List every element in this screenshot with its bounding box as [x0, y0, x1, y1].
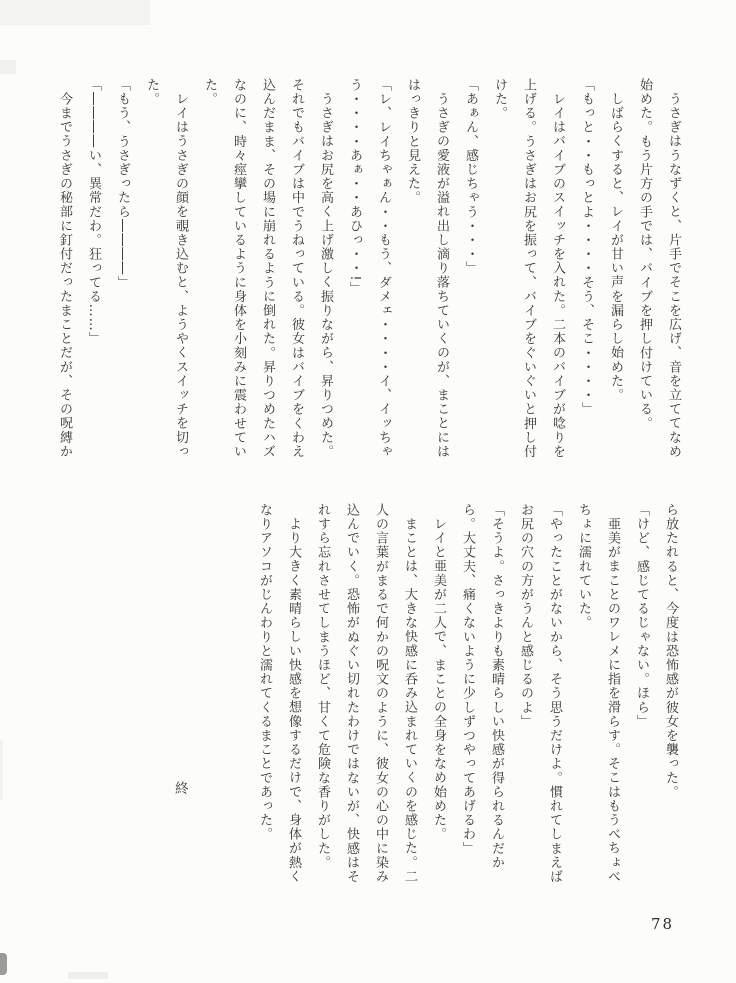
text-column: うさぎはうなずくと、片手でそこを広げ、音を立ててなめ: [666, 92, 681, 459]
text-column: ら放たれると、今度は恐怖感が彼女を襲った。: [663, 503, 678, 800]
text-column: 「けど、感じてるじゃない。ほら」: [634, 503, 649, 729]
scan-smudge: [0, 60, 16, 74]
bottom-text-block: [249, 503, 685, 907]
text-column: 「もう、うさぎったら――――」: [115, 78, 130, 290]
text-column: れすら忘れさせてしまうほど、甘くて危険な香りがした。: [315, 503, 330, 870]
text-column: 始めた。もう片方の手では、バイブを押し付けている。: [637, 78, 652, 431]
text-column: それでもバイブは中でうねっている。彼女はバイブをくわえ: [289, 78, 304, 459]
text-column: 「レ、レイちゃぁん・・もう、ダメェ・・・・イ、イッちゃ: [376, 78, 391, 459]
text-column: ちょに濡れていた。: [576, 503, 591, 630]
text-column: しばらくすると、レイが甘い声を漏らし始めた。: [608, 92, 623, 403]
text-column: 「――――い、異常だわ。狂ってる……」: [86, 78, 101, 346]
text-column: 「やったことがないから、そう思うだけよ。慣れてしまえば: [547, 503, 562, 884]
text-column: 上げる。うさぎはお尻を振って、バイブをぐいぐいと押し付: [521, 78, 536, 459]
text-column: た。: [144, 78, 159, 107]
text-column: た。: [202, 78, 217, 107]
text-column: けた。: [492, 78, 507, 121]
text-column: 込んだまま、その場に崩れるように倒れた。昇りつめたハズ: [260, 78, 275, 459]
text-column: なのに、時々痙攣しているように身体を小刻みに震わせてい: [231, 78, 246, 459]
text-column: より大きく素晴らしい快感を想像するだけで、身体が熱く: [286, 517, 301, 884]
text-column: レイはバイブのスイッチを入れた。二本のバイブが唸りを: [550, 92, 565, 459]
text-column: 「もっと・・もっとよ・・・・そう、そこ・・・・」: [579, 78, 594, 417]
text-column: 「あぁん、感じちゃう・・・」: [463, 78, 478, 276]
scan-smudge: [0, 953, 7, 975]
text-column: うさぎはお尻を高く上げ激しく振りながら、昇りつめた。: [318, 92, 333, 459]
text-column: 亜美がまことのワレメに指を滑らす。そこはもうべちょべ: [605, 517, 620, 884]
text-column: レイと亜美が二人で、まことの全身をなめ始めた。: [431, 517, 446, 842]
text-column: なりアソコがじんわりと濡れてくるまことであった。: [257, 503, 272, 842]
text-column: ら。大丈夫、痛くないように少しずつやってあげるわ」: [460, 503, 475, 856]
text-column: う・・・・あぁ・・あひっ・・!」: [347, 78, 362, 296]
scan-smudge: [68, 972, 108, 979]
text-column: まことは、大きな快感に呑み込まれていくのを感じた。二: [402, 517, 417, 884]
text-column: 込んでいく。恐怖がぬぐい切れたわけではないが、快感はそ: [344, 503, 359, 884]
page-number: 78: [651, 915, 675, 933]
end-mark: 終: [175, 781, 189, 797]
text-column: お尻の穴の方がうんと感じるのよ」: [518, 503, 533, 729]
scan-smudge: [0, 740, 3, 800]
text-column: 今までうさぎの秘部に釘付だったまことだが、その呪縛か: [57, 92, 72, 459]
text-column: はっきりと見えた。: [405, 78, 420, 205]
text-column: レイはうさぎの顔を覗き込むと、ようやくスイッチを切っ: [173, 92, 188, 459]
text-column: 「そうよ。さっきよりも素晴らしい快感が得られるんだか: [489, 503, 504, 870]
scan-smudge: [0, 0, 150, 25]
top-text-block: [49, 78, 688, 478]
text-column: 人の言葉がまるで何かの呪文のように、彼女の心の中に染み: [373, 503, 388, 884]
text-column: うさぎの愛液が溢れ出し滴り落ちていくのが、まことには: [434, 92, 449, 459]
